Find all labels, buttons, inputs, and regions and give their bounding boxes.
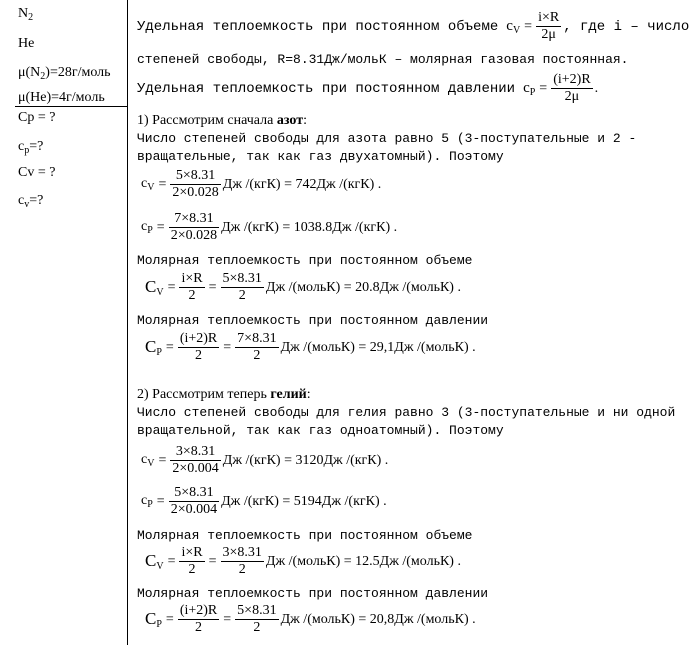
given-cp-small-unknown: $c_p=$?: [18, 139, 44, 156]
given-divider-line: [15, 106, 128, 107]
intro-line-2: степеней свободы, R=8.31Дж/мольК – молярная газовая постоянная.: [137, 52, 629, 67]
helium-Cv-formula: $C_V$ = $\frac{i\times R}{2}$ = $\frac{3\times 8.31}{2}$ Дж /(мольК) = 12.5Дж /(мольК) .: [145, 545, 461, 577]
column-divider-line: [127, 0, 128, 645]
given-he: He: [18, 36, 35, 51]
nitrogen-text-1: Число степеней свободы для азота равно 5 (3-поступательные и 2 -: [137, 131, 637, 146]
nitrogen-Cp-formula: $C_P$ = $\frac{(i+2)R}{2}$ = $\frac{7\times 8.31}{2}$ Дж /(мольК) = 29,1Дж /(мольК) .: [145, 331, 476, 363]
given-mu-he: μ(He)=4г/моль: [18, 90, 105, 105]
helium-text-1: Число степеней свободы для гелия равно 3 (3-поступательные и ни одной: [137, 405, 676, 420]
nitrogen-cp-formula: $c_P$ = $\frac{7\times 8.31}{2\times 0.028}$ Дж /(кгК) = 1038.8Дж /(кгК) .: [141, 211, 398, 243]
intro-line-1: Удельная теплоемкость при постоянном объеме $c_V$ = $\frac{i\times R}{2\mu}$ , где i – число: [137, 10, 689, 42]
helium-molar-v-label: Молярная теплоемкость при постоянном объеме: [137, 528, 473, 543]
helium-Cp-formula: $C_P$ = $\frac{(i+2)R}{2}$ = $\frac{5\times 8.31}{2}$ Дж /(мольК) = 20,8Дж /(мольК) .: [145, 603, 476, 635]
helium-text-2: вращательной, так как газ одноатомный). Поэтому: [137, 423, 504, 438]
helium-cp-formula: $c_P$ = $\frac{5\times 8.31}{2\times 0.004}$ Дж /(кгК) = 5194Дж /(кгК) .: [141, 485, 387, 517]
nitrogen-molar-p-label: Молярная теплоемкость при постоянном давлении: [137, 313, 489, 328]
given-cv-unknown: Cv = ?: [18, 165, 56, 180]
intro-cv-fraction: $\frac{i\times R}{2\mu}$: [538, 10, 560, 42]
given-cp-unknown: Cp = ?: [18, 110, 56, 125]
helium-molar-p-label: Молярная теплоемкость при постоянном давлении: [137, 586, 489, 601]
nitrogen-cv-formula: $c_V$ = $\frac{5\times 8.31}{2\times 0.028}$ Дж /(кгК) = 742Дж /(кгК) .: [141, 168, 382, 200]
nitrogen-molar-v-label: Молярная теплоемкость при постоянном объеме: [137, 253, 473, 268]
intro-line-3: Удельная теплоемкость при постоянном давлении $c_P$ = $\frac{(i+2)R}{2\mu}$ .: [137, 72, 599, 104]
given-mu-n2: $\mu(N_2)=28г$/моль: [18, 65, 111, 82]
nitrogen-heading: 1) Рассмотрим сначала азот:: [137, 113, 307, 128]
given-cv-small-unknown: $c_v=$?: [18, 193, 44, 210]
nitrogen-text-2: вращательные, так как газ двухатомный). Поэтому: [137, 149, 504, 164]
helium-cv-formula: $c_V$ = $\frac{3\times 8.31}{2\times 0.004}$ Дж /(кгК) = 3120Дж /(кгК) .: [141, 444, 389, 476]
intro-cp-fraction: $\frac{(i+2)R}{2\mu}$: [553, 72, 591, 104]
given-panel: [0, 0, 127, 652]
nitrogen-Cv-formula: $C_V$ = $\frac{i\times R}{2}$ = $\frac{5\times 8.31}{2}$ Дж /(мольК) = 20.8Дж /(мольК) .: [145, 271, 461, 303]
given-n2: $N_2$: [18, 6, 34, 23]
helium-heading: 2) Рассмотрим теперь гелий:: [137, 387, 311, 402]
